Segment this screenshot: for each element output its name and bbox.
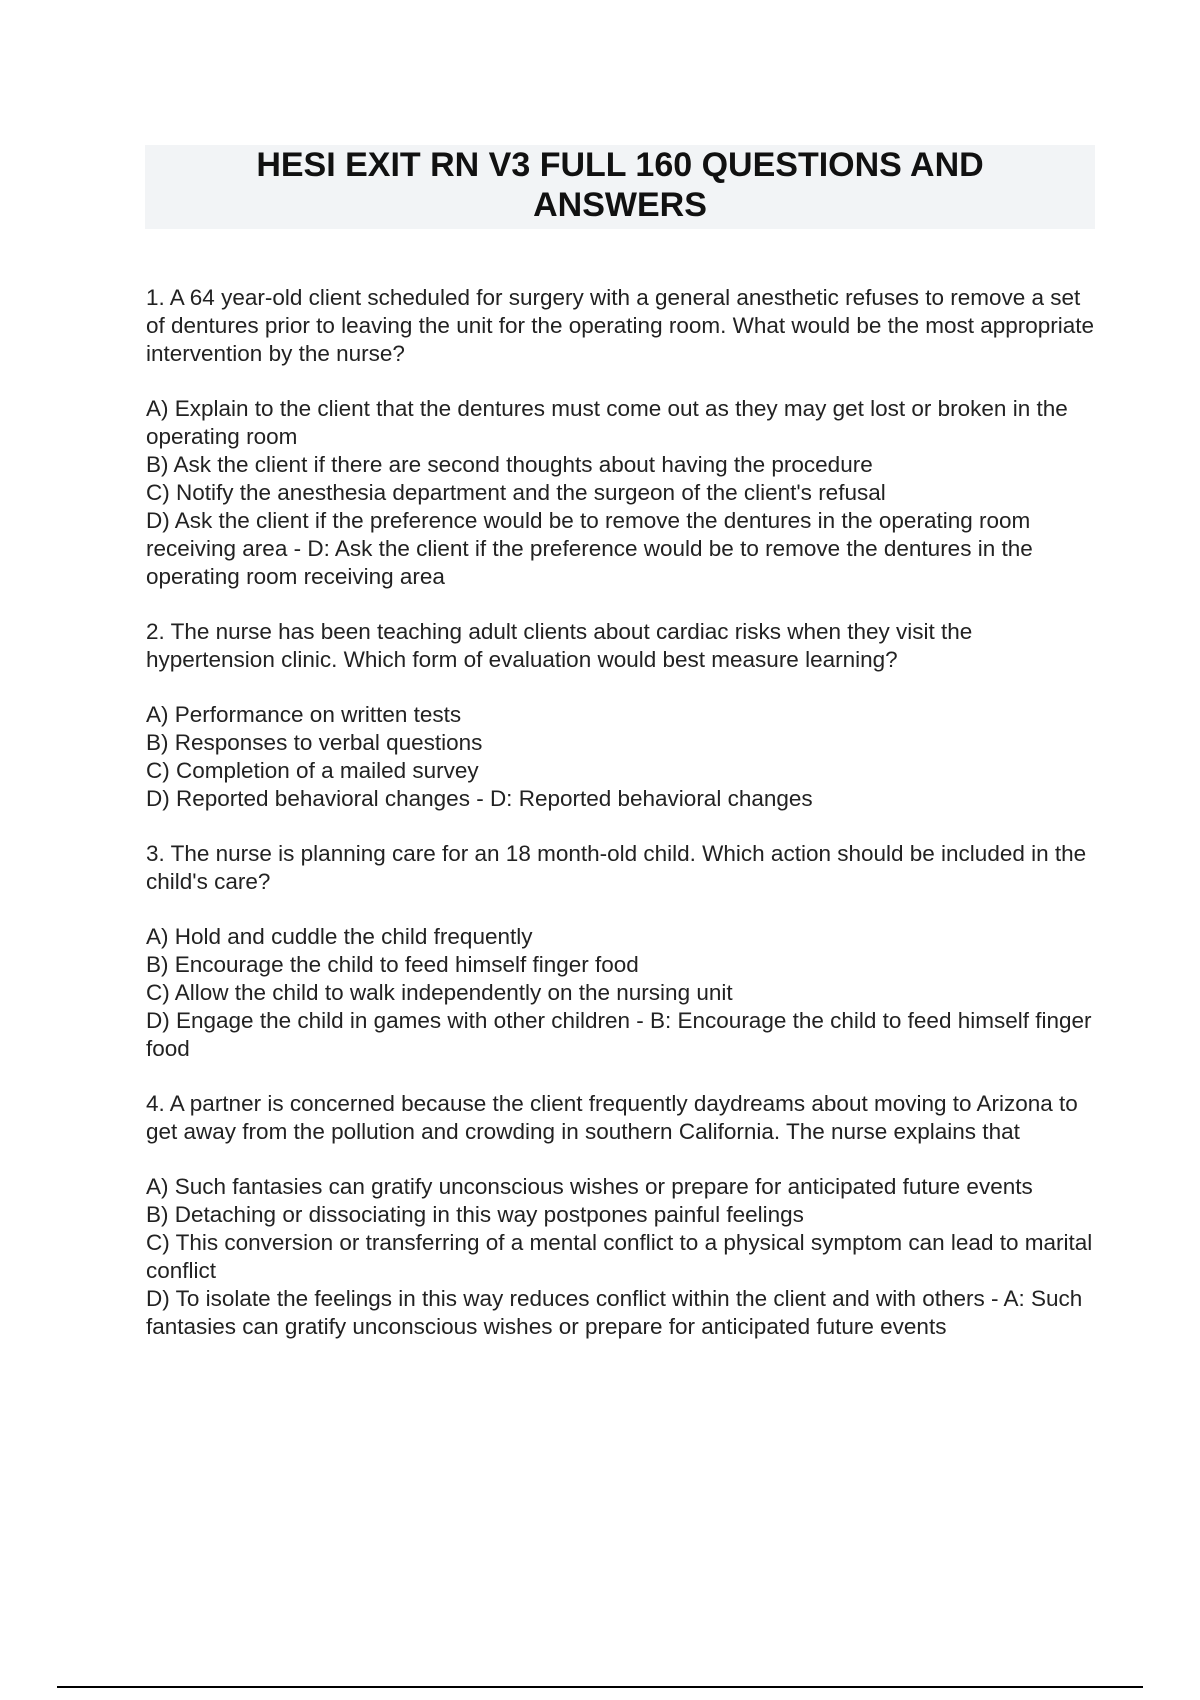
question-block-1 [146, 284, 1096, 591]
question-3-option-b: B) Encourage the child to feed himself finger food [146, 952, 639, 977]
question-1-options [146, 395, 1096, 591]
question-4-option-d-answer: D) To isolate the feelings in this way reduces conflict within the client and with others - A: Such fantasies can gratify unconscious wishes or prepare for anticipated future events [146, 1286, 1083, 1339]
question-3-option-a: A) Hold and cuddle the child frequently [146, 924, 533, 949]
question-3-text: 3. The nurse is planning care for an 18 month-old child. Which action should be included in the child's care? [146, 841, 1087, 894]
question-block-3 [146, 840, 1096, 1063]
document-title-line-2: ANSWERS [533, 186, 707, 224]
question-2-option-b: B) Responses to verbal questions [146, 730, 483, 755]
question-2-options [146, 701, 1096, 813]
question-1-option-c: C) Notify the anesthesia department and the surgeon of the client's refusal [146, 480, 886, 505]
question-2-option-a: A) Performance on written tests [146, 702, 462, 727]
question-1-text: 1. A 64 year-old client scheduled for surgery with a general anesthetic refuses to remove a set of dentures prior to leaving the unit for the operating room. What would be the most appropriate intervention by the nurse? [146, 285, 1095, 366]
question-4-text: 4. A partner is concerned because the client frequently daydreams about moving to Arizona to get away from the pollution and crowding in southern California. The nurse explains that [146, 1091, 1078, 1144]
question-4-option-c: C) This conversion or transferring of a mental conflict to a physical symptom can lead to marital conflict [146, 1230, 1093, 1283]
question-2-option-c: C) Completion of a mailed survey [146, 758, 479, 783]
document-title-box [145, 145, 1095, 229]
question-1-option-d-answer: D) Ask the client if the preference would be to remove the dentures in the operating room receiving area - D: Ask the client if the preference would be to remove the dentures in the operating room receiving area [146, 508, 1033, 589]
questions-list [146, 284, 1096, 1368]
question-4-options [146, 1173, 1096, 1341]
question-2-text: 2. The nurse has been teaching adult clients about cardiac risks when they visit the hypertension clinic. Which form of evaluation would best measure learning? [146, 619, 973, 672]
document-title-line-1: HESI EXIT RN V3 FULL 160 QUESTIONS AND [256, 146, 984, 184]
question-block-2 [146, 618, 1096, 813]
question-2-option-d-answer: D) Reported behavioral changes - D: Reported behavioral changes [146, 786, 813, 811]
question-1-option-a: A) Explain to the client that the dentures must come out as they may get lost or broken in the operating room [146, 396, 1068, 449]
question-1-option-b: B) Ask the client if there are second thoughts about having the procedure [146, 452, 873, 477]
question-3-option-c: C) Allow the child to walk independently on the nursing unit [146, 980, 733, 1005]
question-3-option-d-answer: D) Engage the child in games with other children - B: Encourage the child to feed himself finger food [146, 1008, 1092, 1061]
question-4-option-b: B) Detaching or dissociating in this way postpones painful feelings [146, 1202, 804, 1227]
question-3-options [146, 923, 1096, 1063]
question-block-4 [146, 1090, 1096, 1341]
question-4-option-a: A) Such fantasies can gratify unconscious wishes or prepare for anticipated future events [146, 1174, 1033, 1199]
footer-divider [57, 1686, 1143, 1688]
